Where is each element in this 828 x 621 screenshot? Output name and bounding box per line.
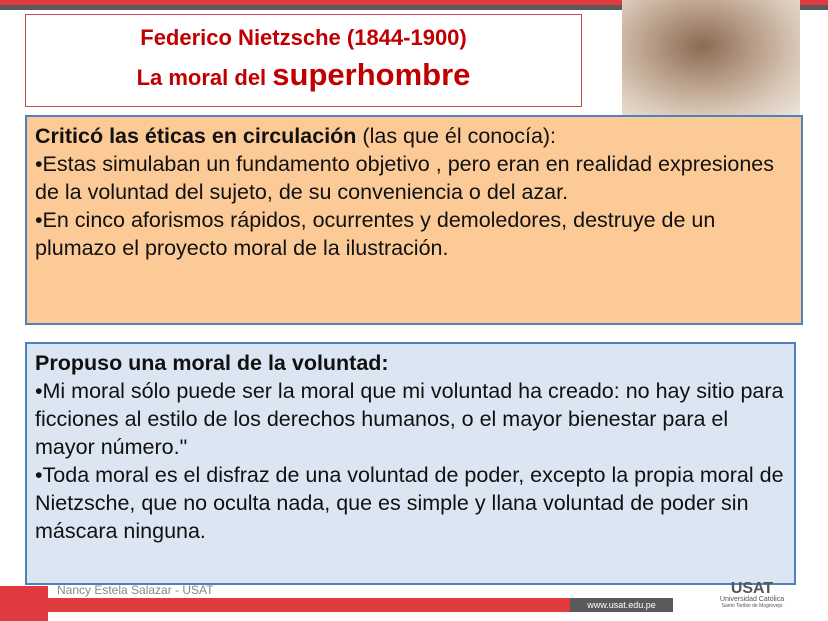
critique-box [25,115,803,325]
footer-author: Nancy Estela Salazar - USAT [57,583,214,597]
logo-subtitle-2: Santo Toribio de Mogrovejo [721,603,783,609]
logo-subtitle: Universidad Católica [719,596,785,603]
critique-heading: Criticó las éticas en circulación [35,124,357,148]
title-box [25,14,582,107]
proposal-box [25,342,796,585]
logo-text: USAT [730,580,774,597]
nietzsche-portrait-image [622,0,800,115]
bullet: •Mi moral sólo puede ser la moral que mi voluntad ha creado: no hay sitio para ficciones al estilo de los derechos humanos, o el mayor bienestar para el mayor número." [35,379,784,459]
footer-url-link[interactable]: www.usat.edu.pe [570,598,673,612]
subtitle-prefix: La moral del [136,65,273,90]
bullet: •Estas simulaban un fundamento objetivo , pero eran en realidad expresiones de la voluntad del sujeto, de su conveniencia o del azar. [35,152,774,204]
usat-logo [712,582,792,609]
slide-title: Federico Nietzsche (1844-1900) [140,25,467,50]
bullet: •Toda moral es el disfraz de una voluntad de poder, excepto la propia moral de Nietzsche, que no oculta nada, que es simple y llana voluntad de poder sin máscara ninguna. [35,463,784,543]
bullet: •En cinco aforismos rápidos, ocurrentes y demoledores, destruye de un plumazo el proyecto moral de la ilustración. [35,208,716,260]
subtitle-emphasis: superhombre [272,57,471,92]
critique-heading-rest: (las que él conocía): [356,124,557,148]
footer-red-bar [0,598,570,612]
proposal-heading: Propuso una moral de la voluntad: [35,351,389,375]
slide-subtitle [26,57,581,93]
